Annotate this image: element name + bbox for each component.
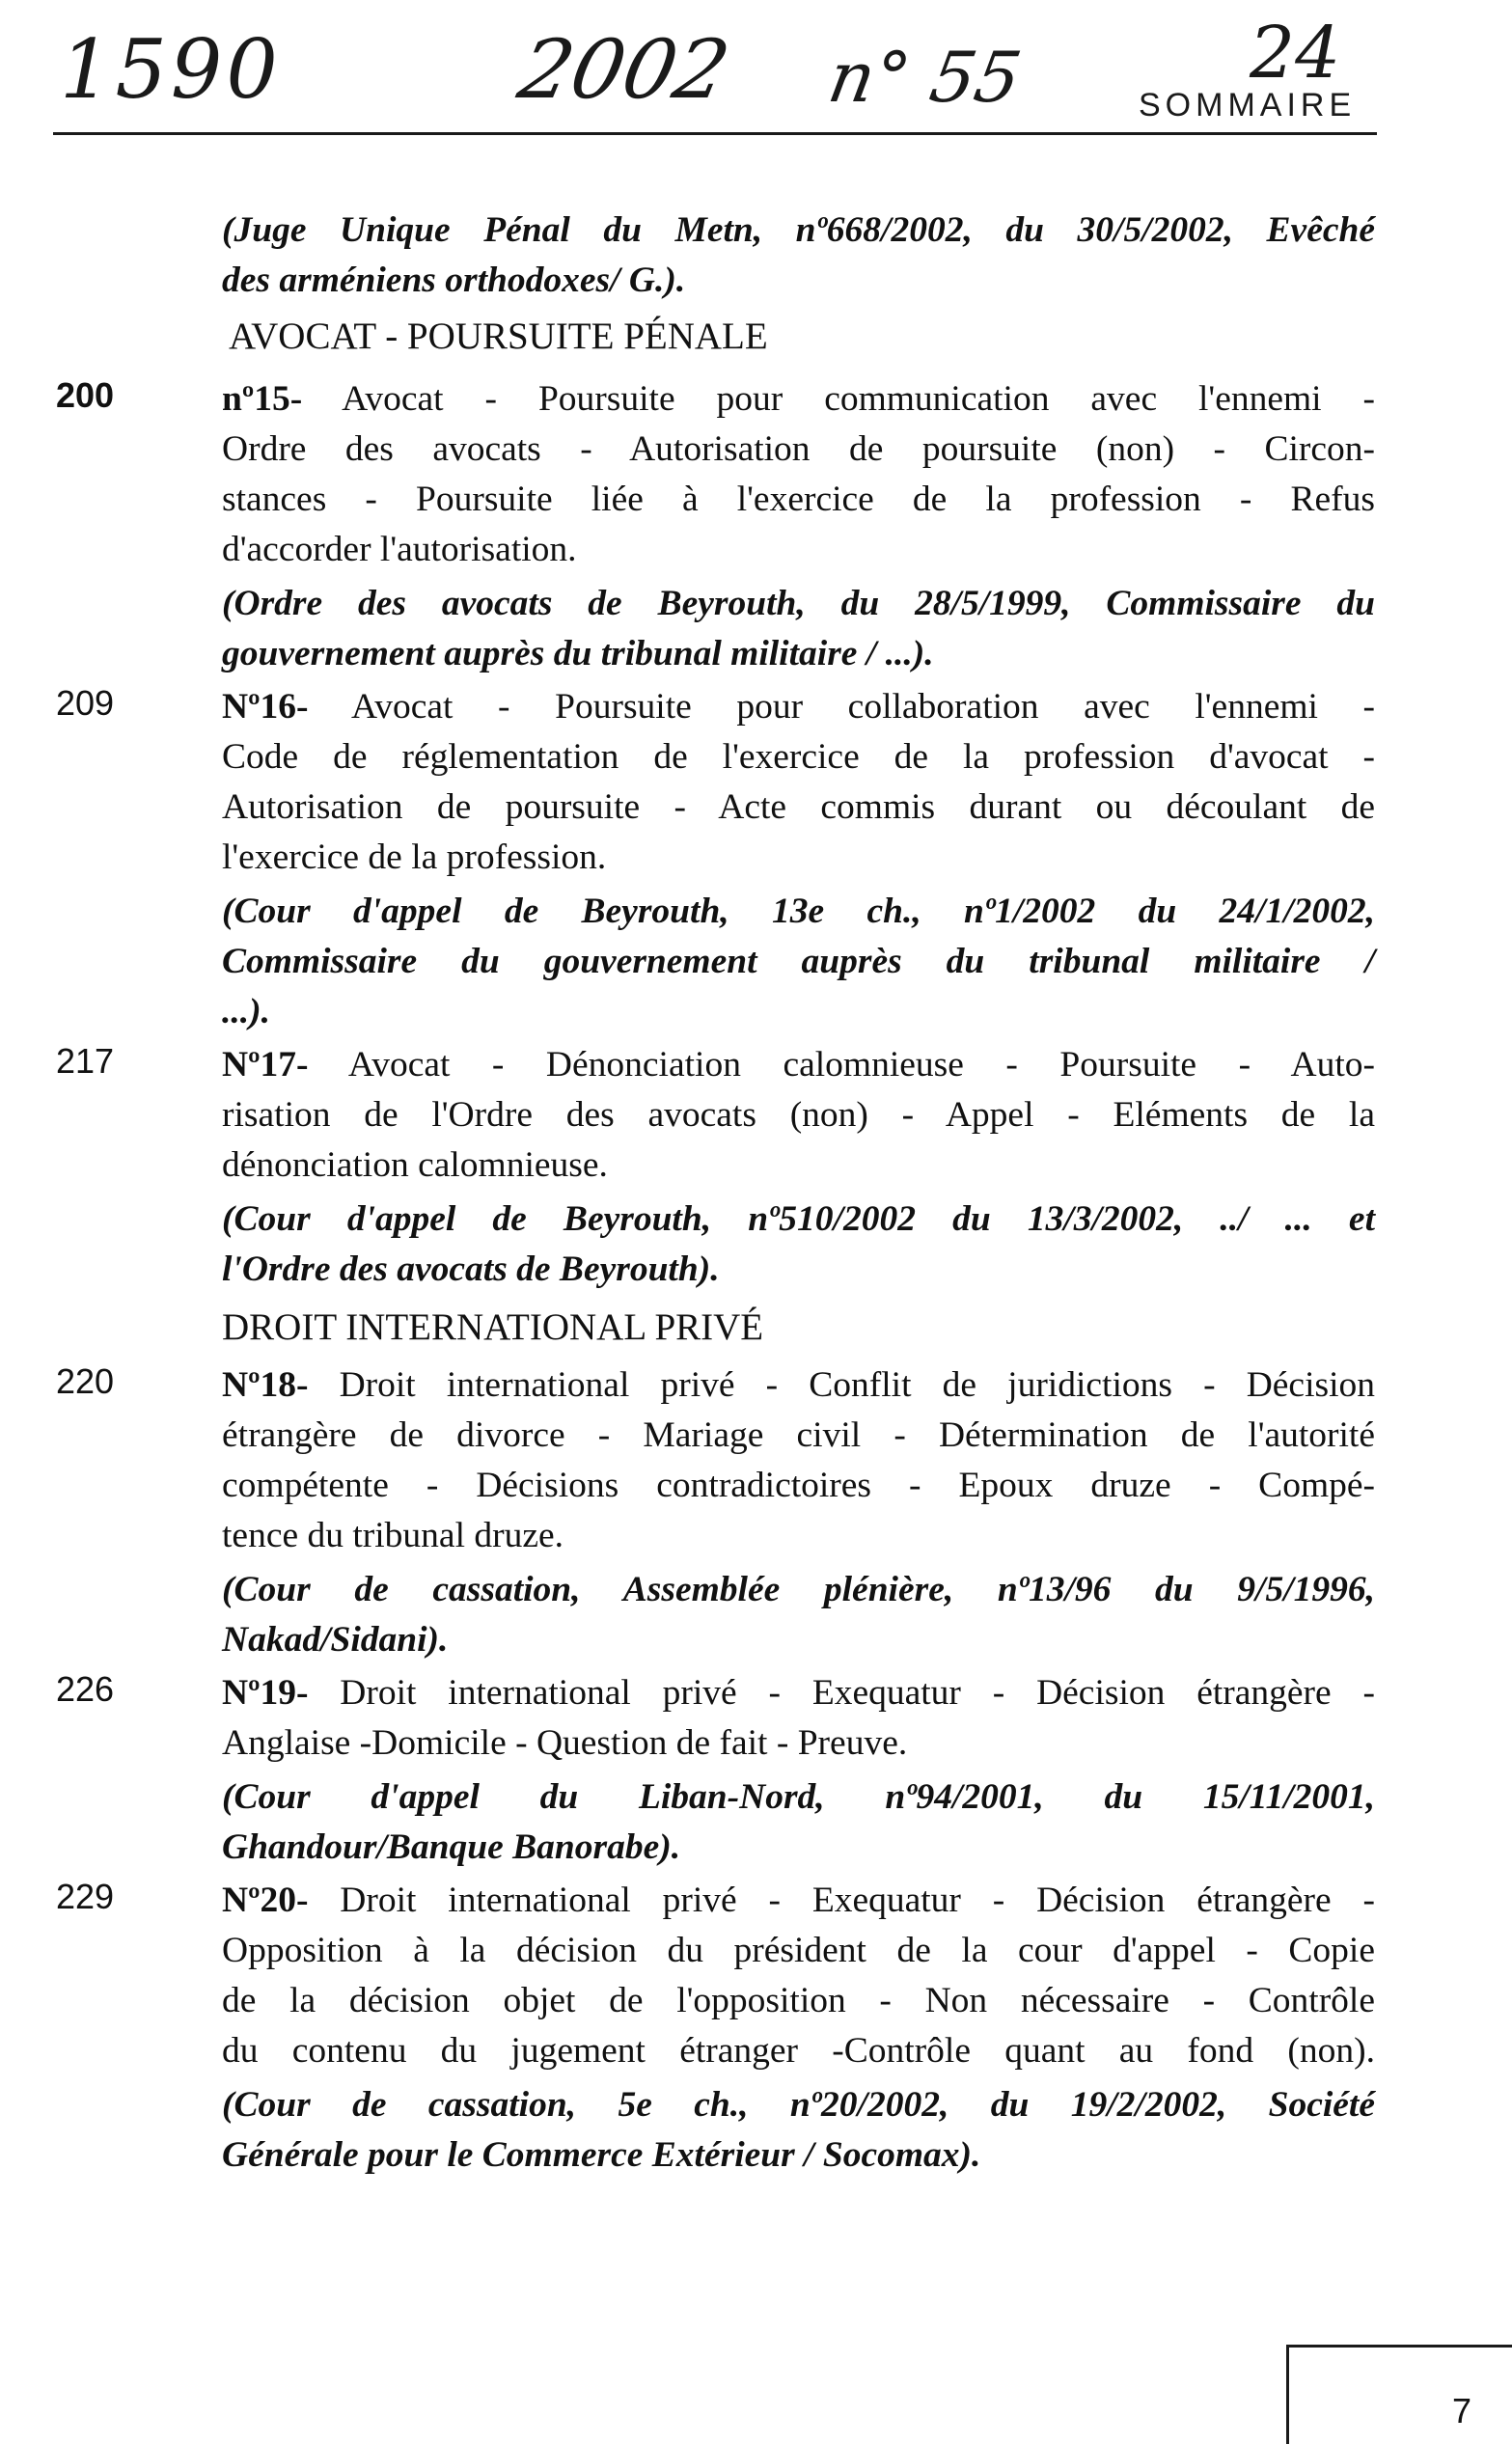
page-reference: 229 <box>56 1877 115 1916</box>
summary-line: Nº18- Droit international privé - Conflit de juridictions - Décision <box>222 1365 1375 1405</box>
summary-line: Nº16- Avocat - Poursuite pour collaboration avec l'ennemi - <box>222 687 1375 727</box>
citation-line: Ghandour/Banque Banorabe). <box>222 1827 681 1867</box>
citation-line: (Cour d'appel de Beyrouth, 13e ch., nº1/2002 du 24/1/2002, <box>222 892 1375 931</box>
citation-line: (Cour de cassation, Assemblée plénière, nº13/96 du 9/5/1996, <box>222 1570 1375 1609</box>
handwritten-volume: 1590 <box>60 22 282 117</box>
handwritten-code: 24 <box>1250 12 1341 95</box>
summary-line: Nº19- Droit international privé - Exequatur - Décision étrangère - <box>222 1673 1375 1713</box>
summary-line: compétente - Décisions contradictoires - Epoux druze - Compé- <box>222 1466 1375 1505</box>
summary-line: du contenu du jugement étranger -Contrôle quant au fond (non). <box>222 2031 1375 2071</box>
citation-line: l'Ordre des avocats de Beyrouth). <box>222 1249 720 1289</box>
citation-line: gouvernement auprès du tribunal militaire / ...). <box>222 634 934 673</box>
summary-line: Nº20- Droit international privé - Exequatur - Décision étrangère - <box>222 1881 1375 1920</box>
entry-number: Nº20- <box>222 1881 309 1920</box>
handwritten-year: 2002 <box>510 22 738 117</box>
summary-line: étrangère de divorce - Mariage civil - Détermination de l'autorité <box>222 1415 1375 1455</box>
summary-line: d'accorder l'autorisation. <box>222 530 577 569</box>
page-reference: 200 <box>56 375 115 415</box>
folio-frame <box>1286 2345 1512 2444</box>
summary-line: tence du tribunal druze. <box>222 1516 564 1555</box>
summary-line: Nº17- Avocat - Dénonciation calomnieuse - Poursuite - Auto- <box>222 1045 1375 1085</box>
entry-number: Nº18- <box>222 1365 309 1405</box>
page-number: 7 <box>1452 2391 1472 2430</box>
entry-number: Nº19- <box>222 1673 309 1713</box>
summary-line: risation de l'Ordre des avocats (non) - Appel - Eléments de la <box>222 1095 1375 1135</box>
summary-line: dénonciation calomnieuse. <box>222 1145 608 1185</box>
citation-line: ...). <box>222 992 270 1031</box>
summary-line: Anglaise -Domicile - Question de fait - Preuve. <box>222 1723 908 1763</box>
header-rule <box>53 132 1377 135</box>
citation-line: des arméniens orthodoxes/ G.). <box>222 261 686 300</box>
section-heading: DROIT INTERNATIONAL PRIVÉ <box>222 1306 764 1348</box>
citation-line: (Cour de cassation, 5e ch., nº20/2002, du 19/2/2002, Société <box>222 2085 1375 2125</box>
summary-line: stances - Poursuite liée à l'exercice de la profession - Refus <box>222 480 1375 519</box>
section-heading: AVOCAT - POURSUITE PÉNALE <box>229 316 768 357</box>
summary-line: de la décision objet de l'opposition - Non nécessaire - Contrôle <box>222 1981 1375 2020</box>
entry-number: Nº16- <box>222 687 309 727</box>
page-reference: 220 <box>56 1361 115 1401</box>
section-title: SOMMAIRE <box>1139 87 1357 124</box>
summary-line: Opposition à la décision du président de la cour d'appel - Copie <box>222 1931 1375 1970</box>
page-reference: 209 <box>56 683 115 723</box>
summary-line: Autorisation de poursuite - Acte commis durant ou découlant de <box>222 787 1375 827</box>
citation-line: (Juge Unique Pénal du Metn, nº668/2002, du 30/5/2002, Evêché <box>222 210 1375 250</box>
summary-line: l'exercice de la profession. <box>222 838 607 877</box>
citation-line: Commissaire du gouvernement auprès du tribunal militaire / <box>222 942 1375 981</box>
citation-line: (Ordre des avocats de Beyrouth, du 28/5/1999, Commissaire du <box>222 584 1375 623</box>
citation-line: Générale pour le Commerce Extérieur / Socomax). <box>222 2135 981 2175</box>
summary-line: nº15- Avocat - Poursuite pour communication avec l'ennemi - <box>222 379 1375 419</box>
summary-line: Code de réglementation de l'exercice de la profession d'avocat - <box>222 737 1375 777</box>
entry-number: Nº17- <box>222 1045 309 1085</box>
page-reference: 226 <box>56 1669 115 1709</box>
citation-line: Nakad/Sidani). <box>222 1620 449 1660</box>
entry-number: nº15- <box>222 379 303 419</box>
handwritten-issue: n° 55 <box>822 37 1028 118</box>
citation-line: (Cour d'appel du Liban-Nord, nº94/2001, du 15/11/2001, <box>222 1777 1375 1817</box>
summary-line: Ordre des avocats - Autorisation de poursuite (non) - Circon- <box>222 429 1375 469</box>
citation-line: (Cour d'appel de Beyrouth, nº510/2002 du 13/3/2002, ../ ... et <box>222 1199 1375 1239</box>
page-reference: 217 <box>56 1041 115 1081</box>
